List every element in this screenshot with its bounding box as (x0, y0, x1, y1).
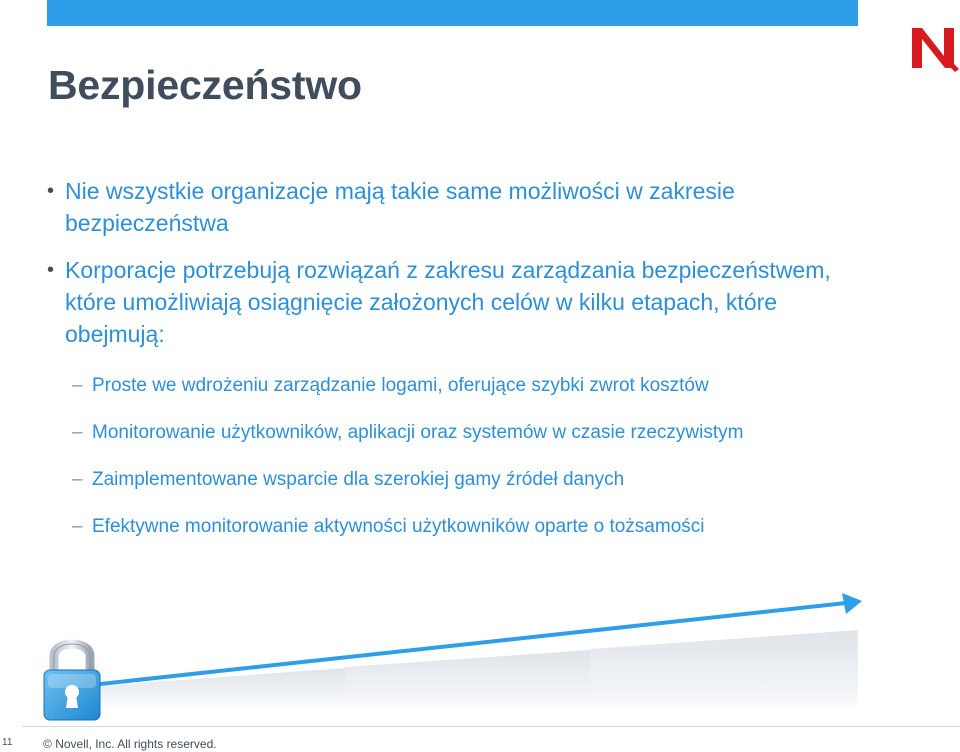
top-accent-bar (47, 0, 858, 26)
sub-bullet-item (72, 373, 892, 399)
sub-bullet-item (72, 514, 892, 540)
page-number: 11 (2, 737, 13, 748)
bullet-item (46, 254, 866, 350)
bullet-dot-icon: • (47, 180, 55, 202)
slide-title: Bezpieczeństwo (48, 62, 362, 108)
sub-bullet-text: Proste we wdrożeniu zarządzanie logami, oferujące szybki zwrot kosztów (92, 375, 709, 396)
footer (0, 726, 960, 752)
sub-bullet-text: Efektywne monitorowanie aktywności użytkowników oparte o tożsamości (92, 516, 705, 537)
sub-bullet-list (72, 373, 892, 561)
copyright-text (43, 737, 217, 751)
dash-icon: – (72, 422, 83, 443)
dash-icon: – (72, 516, 83, 537)
steps-arrow-icon (0, 585, 960, 705)
copyright-symbol: © (43, 737, 52, 751)
bullet-text: Nie wszystkie organizacje mają takie same możliwości w zakresie bezpieczeństwa (65, 178, 735, 236)
dash-icon: – (72, 469, 83, 490)
sub-bullet-text: Zaimplementowane wsparcie dla szerokiej gamy źródeł danych (92, 469, 625, 490)
bullet-list (46, 175, 866, 365)
novell-logo-icon (908, 22, 960, 76)
padlock-icon (40, 632, 104, 724)
bullet-dot-icon: • (47, 259, 55, 281)
bullet-text: Korporacje potrzebują rozwiązań z zakresu zarządzania bezpieczeństwem, które umożliwiają osiągnięcie założonych celów w kilku etapach, które obejmują: (65, 257, 831, 347)
footer-divider (22, 726, 960, 727)
sub-bullet-item (72, 467, 892, 493)
bullet-item (46, 175, 866, 239)
dash-icon: – (72, 375, 83, 396)
copyright-holder: Novell, Inc. All rights reserved. (55, 737, 217, 751)
sub-bullet-item (72, 420, 892, 446)
sub-bullet-text: Monitorowanie użytkowników, aplikacji oraz systemów w czasie rzeczywistym (92, 422, 744, 443)
